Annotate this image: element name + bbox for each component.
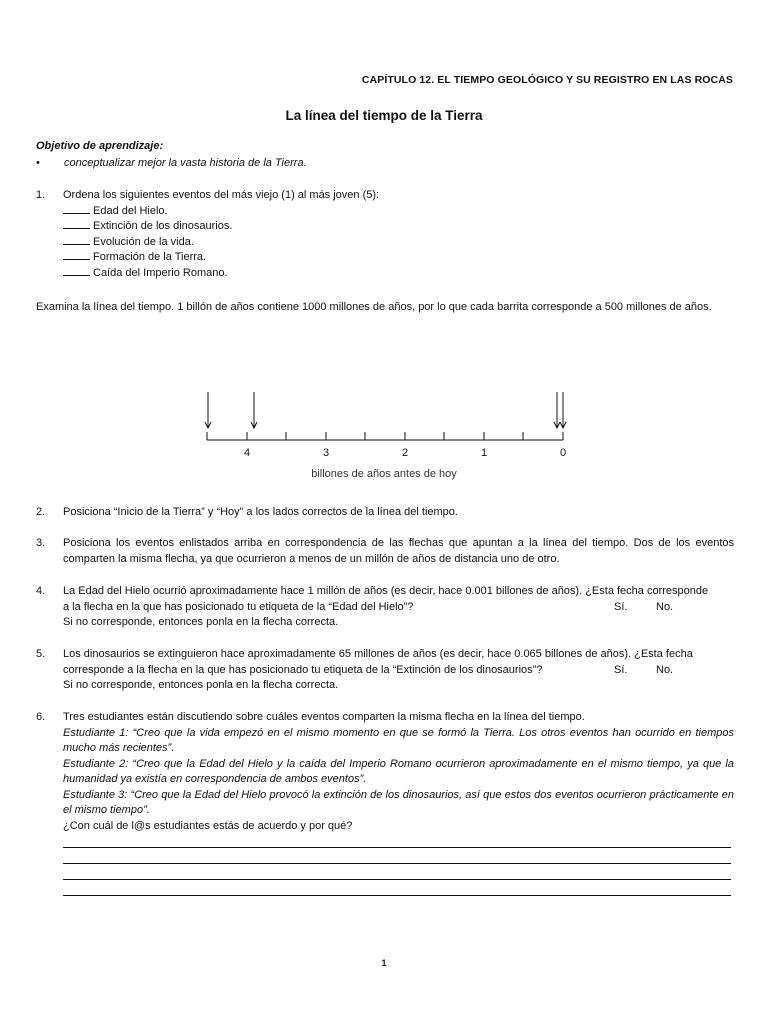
- tick-label: 0: [559, 447, 567, 459]
- event-item: [63, 219, 734, 235]
- student-label: Estudiante 1:: [63, 726, 129, 739]
- tick-label: 3: [322, 447, 330, 459]
- answer-blank[interactable]: [63, 266, 90, 276]
- question-4: [36, 584, 734, 631]
- event-label: Formación de la Tierra.: [93, 251, 207, 263]
- no-option[interactable]: No.: [656, 663, 674, 676]
- timeline-figure: [0, 380, 768, 485]
- objective-text: conceptualizar mejor la vasta historia de la Tierra.: [64, 157, 307, 169]
- event-item: [63, 266, 734, 282]
- answer-blank[interactable]: [63, 235, 90, 245]
- question-4-line: Si no corresponde, entonces ponla en la flecha correcta.: [63, 616, 339, 628]
- question-2: [36, 505, 734, 521]
- page-title: La línea del tiempo de la Tierra: [285, 108, 483, 123]
- yes-option[interactable]: Sí.: [614, 600, 628, 613]
- question-6-prompt: Tres estudiantes están discutiendo sobre cuáles eventos comparten la misma flecha en la línea del tiempo.: [63, 711, 585, 723]
- question-6: [36, 710, 734, 834]
- question-5-line: Los dinosaurios se extinguieron hace aproximadamente 65 millones de años (es decir, hace 0.065 billones de años). ¿Esta fecha: [63, 648, 693, 660]
- question-number: 2.: [36, 506, 46, 518]
- question-number: 4.: [36, 585, 46, 597]
- answer-blank[interactable]: [63, 204, 90, 214]
- student-quote: “Creo que la Edad del Hielo provocó la extinción de los dinosaurios, así que estos dos eventos ocurrieron prácticamente en el mismo tiempo”.: [63, 788, 734, 816]
- answer-line[interactable]: [63, 895, 731, 896]
- arrow-icon: [560, 392, 566, 428]
- answer-blank[interactable]: [63, 250, 90, 260]
- bullet-icon: •: [36, 157, 40, 169]
- question-number: 1.: [36, 189, 46, 201]
- event-label: Extinción de los dinosaurios.: [93, 220, 233, 232]
- page-number: 1: [381, 958, 387, 968]
- answer-line[interactable]: [63, 863, 731, 864]
- timeline-arrows: [205, 392, 566, 428]
- axis-label: billones de años antes de hoy: [311, 468, 457, 480]
- chapter-heading: CAPÍTULO 12. EL TIEMPO GEOLÓGICO Y SU REGISTRO EN LAS ROCAS: [361, 74, 733, 86]
- question-3: [36, 536, 734, 567]
- arrow-icon: [205, 392, 211, 428]
- event-item: [63, 250, 734, 266]
- student-label: Estudiante 3:: [63, 788, 128, 801]
- event-label: Evolución de la vida.: [93, 235, 194, 248]
- tick-label: 2: [401, 447, 409, 459]
- student-2-statement: [63, 757, 734, 788]
- question-1-prompt: Ordena los siguientes eventos del más viejo (1) al más joven (5):: [63, 189, 380, 201]
- student-quote: “Creo que la Edad del Hielo y la caída del Imperio Romano ocurrieron aproximadamente en el mismo tiempo, ya que la humanidad ya existía en correspondencia de ambos eventos”.: [63, 757, 734, 785]
- question-3-text: Posiciona los eventos enlistados arriba en correspondencia de las flechas que apuntan a la línea del tiempo. Dos de los eventos comparten la misma flecha, ya que ocurrieron a menos de un millón de años de distancia uno de otro.: [63, 537, 734, 565]
- question-5: [36, 647, 734, 694]
- no-option[interactable]: No.: [656, 600, 674, 613]
- question-5-line: Si no corresponde, entonces ponla en la flecha correcta.: [63, 679, 339, 691]
- tick-label: 4: [243, 447, 251, 459]
- yes-option[interactable]: Sí.: [614, 663, 628, 676]
- arrow-icon: [251, 392, 257, 428]
- student-3-statement: [63, 788, 734, 819]
- question-5-row: [63, 663, 734, 679]
- answer-line[interactable]: [63, 879, 731, 880]
- event-label: Caída del Imperio Romano.: [93, 266, 228, 279]
- question-6-question: ¿Con cuál de l@s estudiantes estás de acuerdo y por qué?: [63, 819, 353, 832]
- question-4-line: La Edad del Hielo ocurrió aproximadamente hace 1 millón de años (es decir, hace 0.001 billones de años). ¿Esta fecha corresponde: [63, 585, 709, 597]
- question-4-row: [63, 600, 734, 616]
- tick-label: 1: [480, 447, 488, 459]
- question-number: 6.: [36, 711, 46, 723]
- event-label: Edad del Hielo.: [93, 204, 168, 217]
- objective-label: Objetivo de aprendizaje:: [36, 140, 164, 152]
- question-1: [36, 188, 734, 281]
- arrow-icon: [554, 392, 560, 428]
- answer-blank[interactable]: [63, 219, 90, 229]
- event-item: [63, 235, 734, 251]
- student-1-statement: [63, 726, 734, 757]
- timeline-tick-labels: [244, 447, 566, 459]
- answer-line[interactable]: [63, 847, 731, 848]
- timeline-intro: Examina la línea del tiempo. 1 billón de años contiene 1000 millones de años, por lo que cada barrita corresponde a 500 millones de años.: [36, 301, 712, 313]
- event-item: [63, 204, 734, 220]
- student-quote: “Creo que la vida empezó en el mismo momento en que se formó la Tierra. Los otros eventos han ocurrido en tiempos mucho más recientes”.: [63, 726, 734, 754]
- objective-bullet: [36, 157, 307, 169]
- question-4-line: a la flecha en la que has posicionado tu etiqueta de la “Edad del Hielo”?: [63, 600, 414, 613]
- question-number: 3.: [36, 537, 46, 549]
- student-label: Estudiante 2:: [63, 757, 129, 770]
- timeline-ticks: [207, 432, 563, 440]
- question-5-line: corresponde a la flecha en la que has posicionado tu etiqueta de la “Extinción de los dinosaurios”?: [63, 663, 543, 676]
- question-2-text: Posiciona “Inicio de la Tierra” y “Hoy” a los lados correctos de la línea del tiempo.: [63, 506, 458, 518]
- question-number: 5.: [36, 648, 46, 660]
